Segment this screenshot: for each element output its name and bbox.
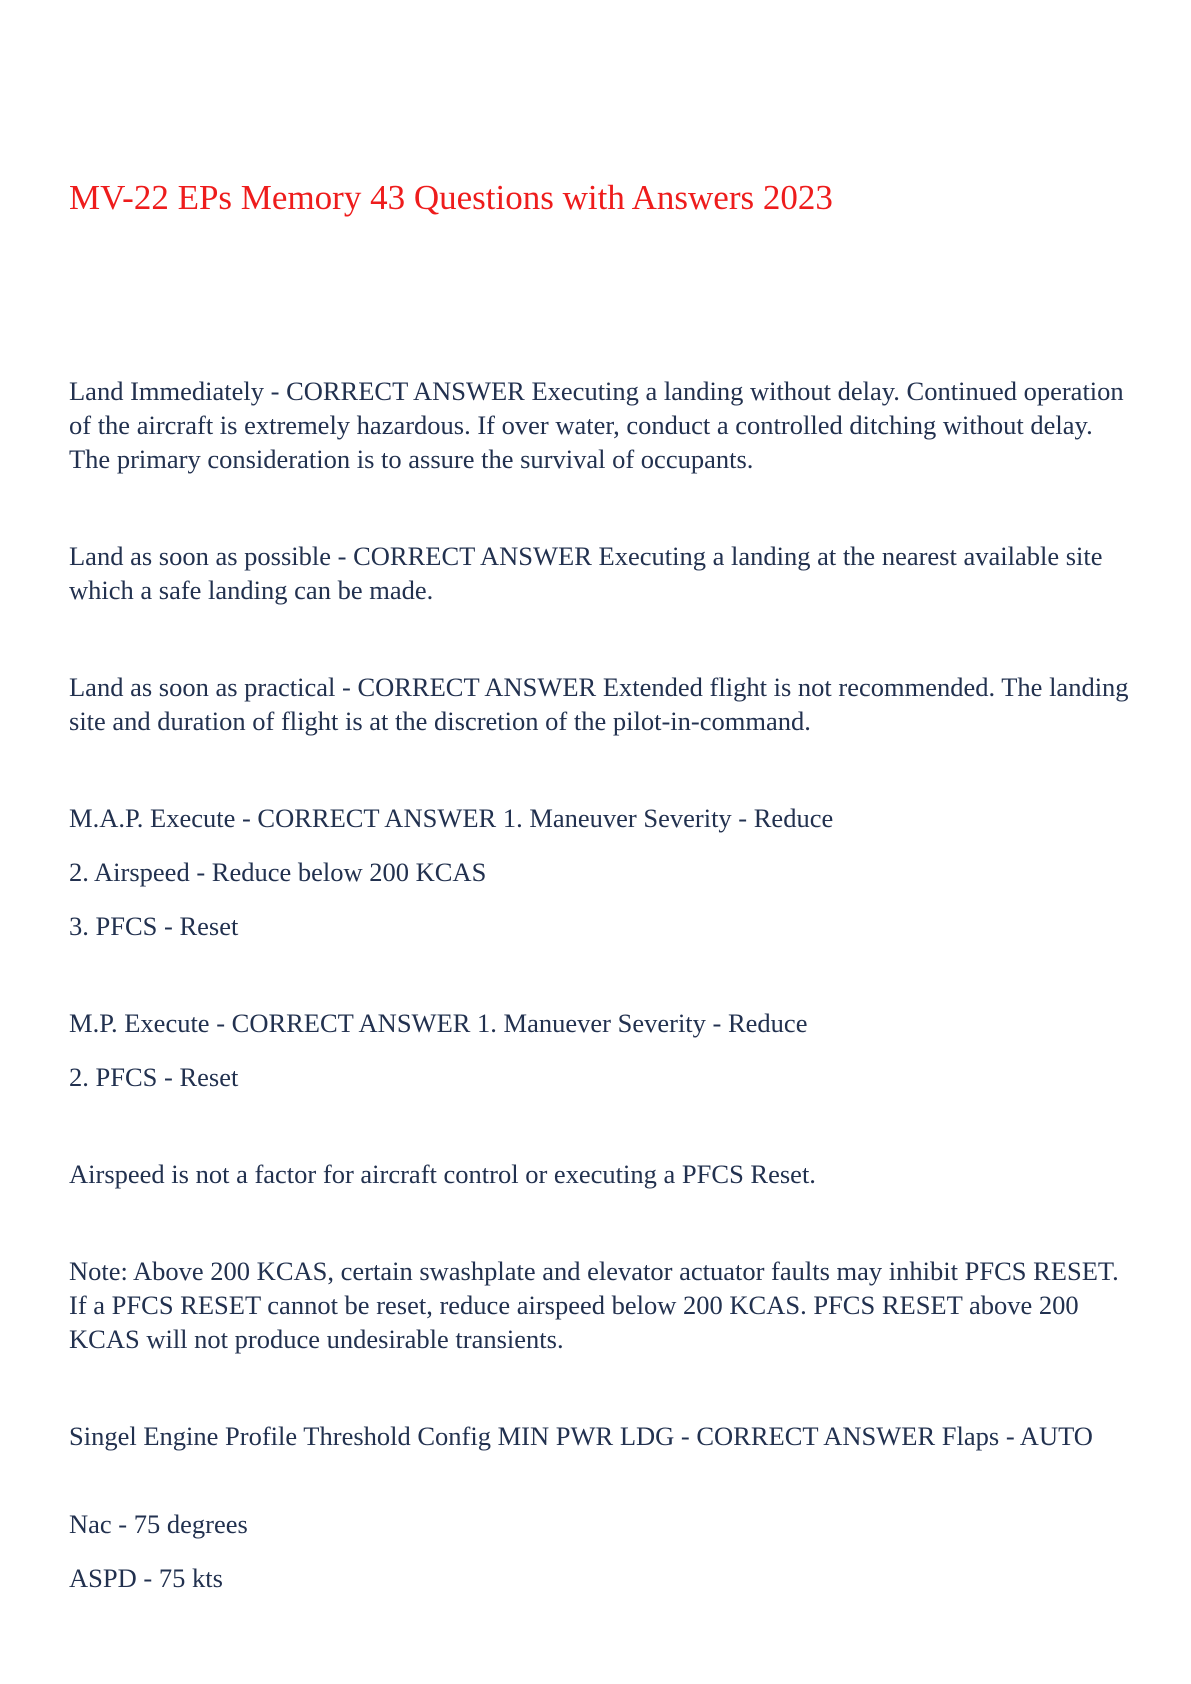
airspeed-note: Airspeed is not a factor for aircraft control or executing a PFCS Reset. xyxy=(69,1159,816,1189)
aspd-setting: ASPD - 75 kts xyxy=(69,1563,223,1593)
qa-map-execute: M.A.P. Execute - CORRECT ANSWER 1. Maneuver Severity - Reduce xyxy=(69,803,834,833)
document-title: MV-22 EPs Memory 43 Questions with Answers 2023 xyxy=(69,178,833,217)
mp-step-2: 2. PFCS - Reset xyxy=(69,1062,239,1092)
qa-single-engine-threshold: Singel Engine Profile Threshold Config MIN PWR LDG - CORRECT ANSWER Flaps - AUTO xyxy=(69,1421,1093,1451)
qa-land-immediately: Land Immediately - CORRECT ANSWER Executing a landing without delay. Continued operation of the aircraft is extremely hazardous. If over water, conduct a controlled ditching without delay. The primary consideration is to assure the survival of occupants. xyxy=(69,376,1124,474)
qa-land-as-soon-as-practical: Land as soon as practical - CORRECT ANSWER Extended flight is not recommended. The landing site and duration of flight is at the discretion of the pilot-in-command. xyxy=(69,672,1129,736)
nac-setting: Nac - 75 degrees xyxy=(69,1509,248,1539)
pfcs-reset-note: Note: Above 200 KCAS, certain swashplate and elevator actuator faults may inhibit PFCS RESET. If a PFCS RESET cannot be reset, reduce airspeed below 200 KCAS. PFCS RESET above 200 KCAS will not produce undesirable transients. xyxy=(69,1256,1119,1354)
map-step-2: 2. Airspeed - Reduce below 200 KCAS xyxy=(69,857,487,887)
qa-land-as-soon-as-possible: Land as soon as possible - CORRECT ANSWER Executing a landing at the nearest available site which a safe landing can be made. xyxy=(69,541,1103,605)
qa-mp-execute: M.P. Execute - CORRECT ANSWER 1. Manuever Severity - Reduce xyxy=(69,1008,808,1038)
map-step-3: 3. PFCS - Reset xyxy=(69,911,239,941)
